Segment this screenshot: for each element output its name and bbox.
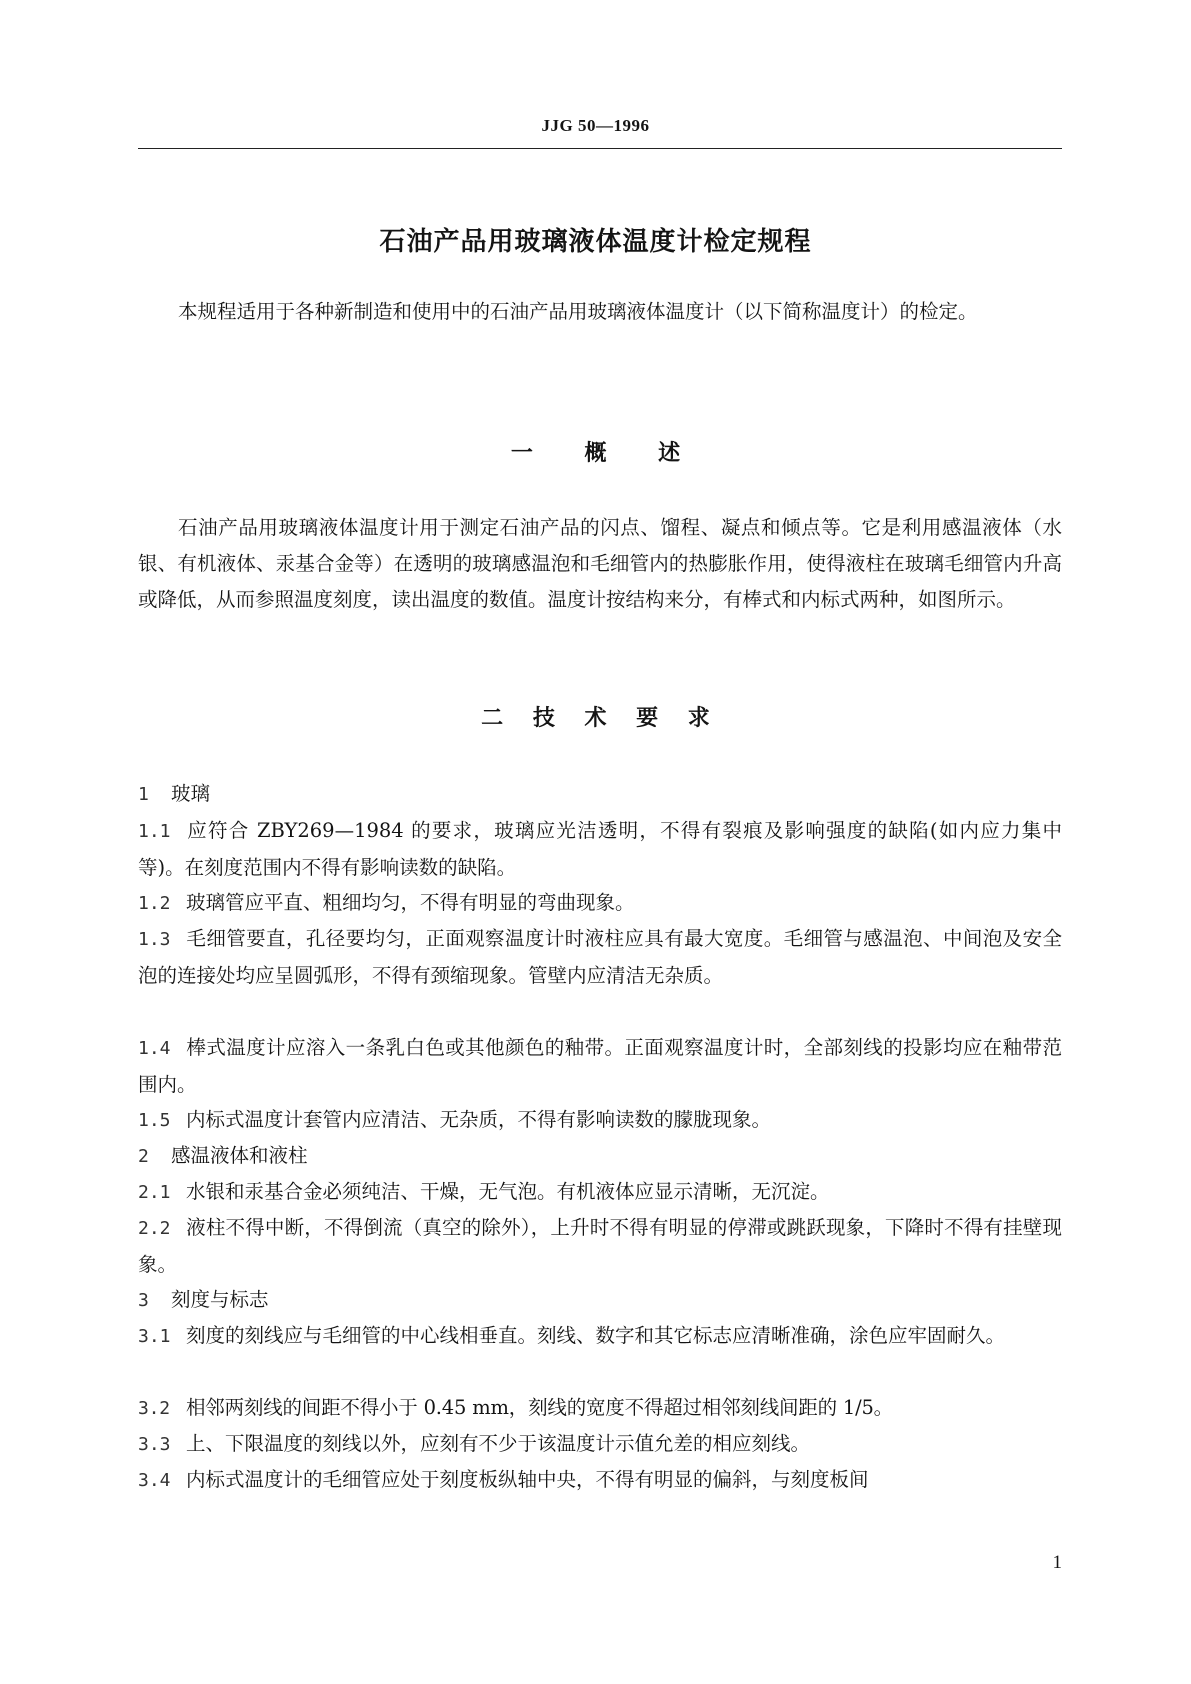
item-number: 1.5 xyxy=(138,1110,171,1131)
list-item xyxy=(138,1462,1062,1499)
item-number: 2 xyxy=(138,1146,149,1167)
item-text: 刻度的刻线应与毛细管的中心线相垂直。刻线、数字和其它标志应清晰准确，涂色应牢固耐久。 xyxy=(186,1324,1006,1347)
item-number: 1 xyxy=(138,784,149,805)
list-item xyxy=(138,1174,1062,1211)
item-text: 玻璃 xyxy=(171,782,211,805)
header-divider xyxy=(138,148,1062,149)
item-text: 液柱不得中断，不得倒流（真空的除外），上升时不得有明显的停滞或跳跃现象，下降时不得有挂壁现象。 xyxy=(138,1216,1062,1276)
item-text: 内标式温度计套管内应清洁、无杂质，不得有影响读数的朦胧现象。 xyxy=(186,1108,772,1131)
item-number: 1.2 xyxy=(138,893,171,914)
item-heading-scale xyxy=(138,1282,1062,1319)
item-number: 3.3 xyxy=(138,1434,171,1455)
list-item xyxy=(138,1030,1062,1103)
standard-code-header: JJG 50—1996 xyxy=(541,116,650,135)
item-text: 棒式温度计应溶入一条乳白色或其他颜色的釉带。正面观察温度计时，全部刻线的投影均应在釉带范围内。 xyxy=(138,1036,1062,1096)
item-heading-glass xyxy=(138,776,1062,813)
item-text: 刻度与标志 xyxy=(171,1288,269,1311)
list-item xyxy=(138,1426,1062,1463)
item-number: 1.1 xyxy=(138,821,171,842)
item-number: 3.1 xyxy=(138,1326,171,1347)
overview-paragraph: 石油产品用玻璃液体温度计用于测定石油产品的闪点、馏程、凝点和倾点等。它是利用感温液体（水银、有机液体、汞基合金等）在透明的玻璃感温泡和毛细管内的热膨胀作用，使得液柱在玻璃毛细管内升高或降低，从而参照温度刻度，读出温度的数值。温度计按结构来分，有棒式和内标式两种，如图所示。 xyxy=(138,516,1062,611)
section-heading-technical-requirements: 二 技 术 要 求 xyxy=(481,706,710,731)
list-item xyxy=(138,1102,1062,1139)
item-number: 1.4 xyxy=(138,1038,171,1059)
item-number: 3.2 xyxy=(138,1398,170,1419)
item-number: 2.2 xyxy=(138,1218,171,1239)
item-number: 3 xyxy=(138,1290,149,1311)
section-heading-overview: 一 概 述 xyxy=(510,441,681,466)
document-title: 石油产品用玻璃液体温度计检定规程 xyxy=(379,227,812,257)
list-item xyxy=(138,1318,1062,1355)
list-item xyxy=(138,813,1062,886)
list-item xyxy=(138,1390,1062,1427)
item-text: 玻璃管应平直、粗细均匀，不得有明显的弯曲现象。 xyxy=(186,891,635,914)
item-text: 感温液体和液柱 xyxy=(171,1144,308,1167)
list-item xyxy=(138,1210,1062,1283)
item-text: 毛细管要直，孔径要均匀，正面观察温度计时液柱应具有最大宽度。毛细管与感温泡、中间泡及安全泡的连接处均应呈圆弧形，不得有颈缩现象。管壁内应清洁无杂质。 xyxy=(138,927,1062,987)
item-number: 3.4 xyxy=(138,1470,171,1491)
list-item xyxy=(138,885,1062,922)
item-heading-liquid xyxy=(138,1138,1062,1175)
item-text: 应符合 ZBY269—1984 的要求，玻璃应光洁透明，不得有裂痕及影响强度的缺陷(如内应力集中等)。在刻度范围内不得有影响读数的缺陷。 xyxy=(138,819,1062,879)
item-text: 上、下限温度的刻线以外，应刻有不少于该温度计示值允差的相应刻线。 xyxy=(186,1432,811,1455)
item-number: 2.1 xyxy=(138,1182,171,1203)
list-item xyxy=(138,921,1062,994)
item-number: 1.3 xyxy=(138,929,171,950)
page-number: 1 xyxy=(1052,1552,1062,1573)
item-text: 相邻两刻线的间距不得小于 0.45 mm，刻线的宽度不得超过相邻刻线间距的 1/5。 xyxy=(186,1396,893,1419)
item-text: 内标式温度计的毛细管应处于刻度板纵轴中央，不得有明显的偏斜，与刻度板间 xyxy=(186,1468,869,1491)
item-text: 水银和汞基合金必须纯洁、干燥，无气泡。有机液体应显示清晰，无沉淀。 xyxy=(186,1180,830,1203)
intro-paragraph: 本规程适用于各种新制造和使用中的石油产品用玻璃液体温度计（以下简称温度计）的检定。 xyxy=(178,300,978,323)
